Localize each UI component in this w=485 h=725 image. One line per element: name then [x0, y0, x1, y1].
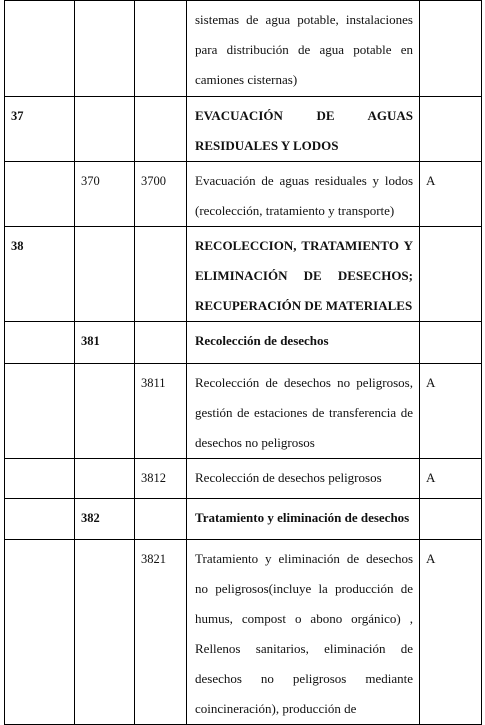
table-row [5, 540, 482, 725]
group-row [5, 322, 482, 364]
flag-cell [420, 227, 482, 322]
description-cell: Recolección de desechos peligrosos [187, 459, 420, 499]
division-code-cell [5, 322, 75, 364]
group-code-cell: 370 [75, 162, 135, 227]
class-code-cell [135, 322, 187, 364]
division-code-cell [5, 364, 75, 459]
class-code-cell: 3700 [135, 162, 187, 227]
division-code-cell [5, 499, 75, 540]
flag-cell [420, 97, 482, 162]
division-code-cell: 38 [5, 227, 75, 322]
group-code-cell [75, 364, 135, 459]
section-row [5, 97, 482, 162]
flag-cell: A [420, 540, 482, 725]
group-code-cell [75, 97, 135, 162]
description-cell: Tratamiento y eliminación de desechos [187, 499, 420, 540]
section-row [5, 227, 482, 322]
flag-cell: A [420, 162, 482, 227]
flag-cell [420, 1, 482, 97]
description-cell: sistemas de agua potable, instalaciones para distribución de agua potable en camiones cisternas) [187, 1, 420, 97]
flag-cell: A [420, 459, 482, 499]
table-row [5, 459, 482, 499]
description-cell: Recolección de desechos no peligrosos, gestión de estaciones de transferencia de desechos no peligrosos [187, 364, 420, 459]
flag-cell: A [420, 364, 482, 459]
class-code-cell [135, 227, 187, 322]
description-cell: EVACUACIÓN DE AGUAS RESIDUALES Y LODOS [187, 97, 420, 162]
table-row [5, 1, 482, 97]
class-code-cell: 3811 [135, 364, 187, 459]
flag-cell [420, 322, 482, 364]
description-cell: Evacuación de aguas residuales y lodos (recolección, tratamiento y transporte) [187, 162, 420, 227]
division-code-cell: 37 [5, 97, 75, 162]
class-code-cell [135, 97, 187, 162]
class-code-cell: 3812 [135, 459, 187, 499]
group-code-cell [75, 540, 135, 725]
group-row [5, 499, 482, 540]
classification-table [4, 0, 482, 725]
division-code-cell [5, 162, 75, 227]
table-row [5, 364, 482, 459]
class-code-cell: 3821 [135, 540, 187, 725]
class-code-cell [135, 499, 187, 540]
group-code-cell [75, 227, 135, 322]
division-code-cell [5, 540, 75, 725]
division-code-cell [5, 1, 75, 97]
table-row [5, 162, 482, 227]
table-body [5, 1, 482, 725]
group-code-cell: 381 [75, 322, 135, 364]
description-cell: RECOLECCION, TRATAMIENTO Y ELIMINACIÓN DE DESECHOS; RECUPERACIÓN DE MATERIALES [187, 227, 420, 322]
class-code-cell [135, 1, 187, 97]
division-code-cell [5, 459, 75, 499]
description-cell: Recolección de desechos [187, 322, 420, 364]
description-cell: Tratamiento y eliminación de desechos no peligrosos(incluye la producción de humus, compost o abono orgánico) , Rellenos sanitarios, eliminación de desechos no peligrosos mediante coincineración), producción de [187, 540, 420, 725]
group-code-cell: 382 [75, 499, 135, 540]
group-code-cell [75, 1, 135, 97]
flag-cell [420, 499, 482, 540]
group-code-cell [75, 459, 135, 499]
